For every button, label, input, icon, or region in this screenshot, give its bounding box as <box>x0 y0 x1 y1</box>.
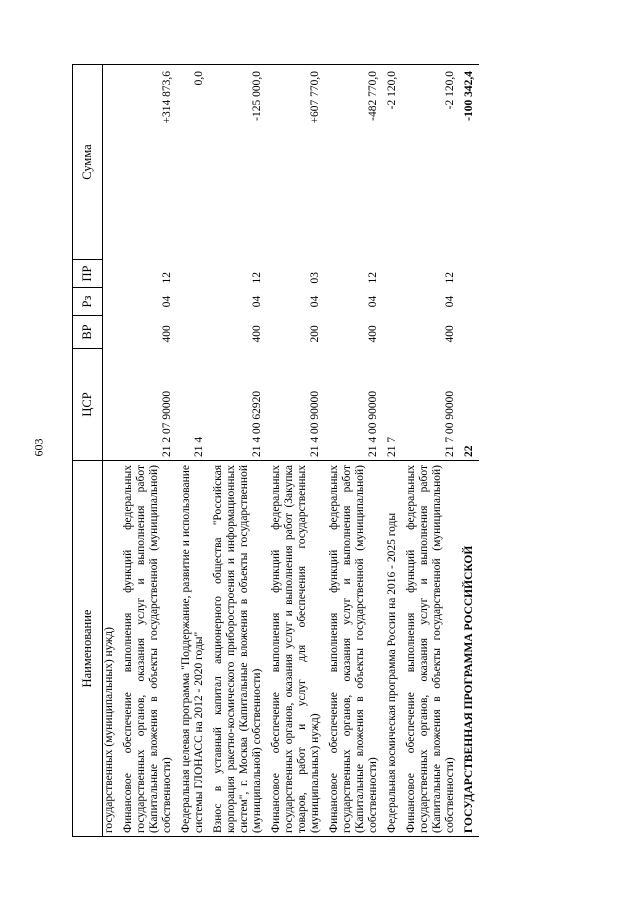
header-sum: Сумма <box>73 65 103 260</box>
row-sum: -125 000,0 <box>211 65 269 260</box>
table-row <box>462 65 479 837</box>
table-row <box>179 65 211 837</box>
row-csr: 21 4 00 90000 <box>309 390 321 457</box>
row-pr: 12 <box>367 272 379 284</box>
header-pr: ПР <box>73 260 103 288</box>
row-csr: 21 4 00 90000 <box>367 390 379 457</box>
row-pr: 12 <box>444 272 456 284</box>
table-row <box>103 65 122 837</box>
row-name: Федеральная космическая программа России на 2016 - 2025 годы <box>385 461 404 837</box>
row-name: Финансовое обеспечение выполнения функций федеральных государственных органов, оказания услуг и выполнения работ (Капитальные вложения в объекты государственной (муниципальной) собственности) <box>121 461 179 837</box>
row-vr: 400 <box>367 325 379 343</box>
table-row <box>327 65 385 837</box>
row-name: государственных (муниципальных) нужд) <box>103 461 122 837</box>
row-name: Финансовое обеспечение выполнения функций федеральных государственных органов, оказания услуг и выполнения работ (Капитальные вложения в объекты государственной (муниципальной) собственности) <box>327 461 385 837</box>
header-row <box>73 65 103 837</box>
row-vr <box>179 316 211 349</box>
row-csr: 21 4 00 62920 <box>251 390 263 457</box>
row-sum: +314 873,6 <box>121 65 179 260</box>
row-csr: 21 2 07 90000 <box>161 390 173 457</box>
row-sum: -482 770,0 <box>327 65 385 260</box>
row-vr: 400 <box>161 325 173 343</box>
header-csr: ЦСР <box>73 349 103 461</box>
row-pr <box>462 260 479 288</box>
page-number: 603 <box>31 438 46 457</box>
row-name: Федеральная целевая программа "Поддержание, развитие и использование системы ГЛОНАСС на 2012 - 2020 годы" <box>179 461 211 837</box>
row-vr: 200 <box>309 325 321 343</box>
row-vr: 400 <box>251 325 263 343</box>
row-rz: 04 <box>444 295 456 308</box>
row-rz <box>462 288 479 316</box>
rotated-table-container <box>72 65 590 837</box>
row-name: ГОСУДАРСТВЕННАЯ ПРОГРАММА РОССИЙСКОЙ <box>462 461 479 837</box>
row-rz: 04 <box>309 295 321 308</box>
row-csr <box>103 349 122 461</box>
table-row <box>385 65 404 837</box>
row-pr <box>385 260 404 288</box>
row-csr: 21 4 <box>193 436 205 457</box>
row-rz: 04 <box>367 295 379 308</box>
row-csr: 21 7 00 90000 <box>444 390 456 457</box>
row-pr: 03 <box>309 272 321 284</box>
row-vr <box>462 316 479 349</box>
row-rz <box>385 288 404 316</box>
row-pr: 12 <box>251 272 263 284</box>
row-vr <box>103 316 122 349</box>
header-name: Наименование <box>73 461 103 837</box>
table-row <box>121 65 179 837</box>
row-sum: -100 342,4 <box>462 65 479 260</box>
row-rz <box>179 288 211 316</box>
row-rz: 04 <box>161 295 173 308</box>
row-pr <box>103 260 122 288</box>
table-row <box>404 65 462 837</box>
row-vr: 400 <box>444 325 456 343</box>
row-vr <box>385 316 404 349</box>
table-row <box>211 65 269 837</box>
header-vr: ВР <box>73 316 103 349</box>
row-sum: 0,0 <box>179 65 211 260</box>
row-sum: -2 120,0 <box>385 65 404 260</box>
row-csr: 21 7 <box>386 436 398 457</box>
table-row <box>269 65 327 837</box>
row-csr: 22 <box>463 445 475 457</box>
row-sum: +607 770,0 <box>269 65 327 260</box>
row-name: Взнос в уставный капитал акционерного общества "Российская корпорация ракетно-космического приборостроения и информационных систем", г. Москва (Капитальные вложения в объекты государственной (муниципальной) собственности) <box>211 461 269 837</box>
row-pr <box>179 260 211 288</box>
row-rz: 04 <box>251 295 263 308</box>
header-rz: Рз <box>73 288 103 316</box>
row-pr: 12 <box>161 272 173 284</box>
row-name: Финансовое обеспечение выполнения функций федеральных государственных органов, оказания услуг и выполнения работ (Капитальные вложения в объекты государственной (муниципальной) собственности) <box>404 461 462 837</box>
row-sum: -2 120,0 <box>404 65 462 260</box>
row-sum <box>103 65 122 260</box>
budget-table <box>72 64 479 837</box>
row-rz <box>103 288 122 316</box>
row-name: Финансовое обеспечение выполнения функций федеральных государственных органов, оказания услуг и выполнения работ (Закупка товаров, работ и услуг для обеспечения государственных (муниципальных) нужд) <box>269 461 327 837</box>
